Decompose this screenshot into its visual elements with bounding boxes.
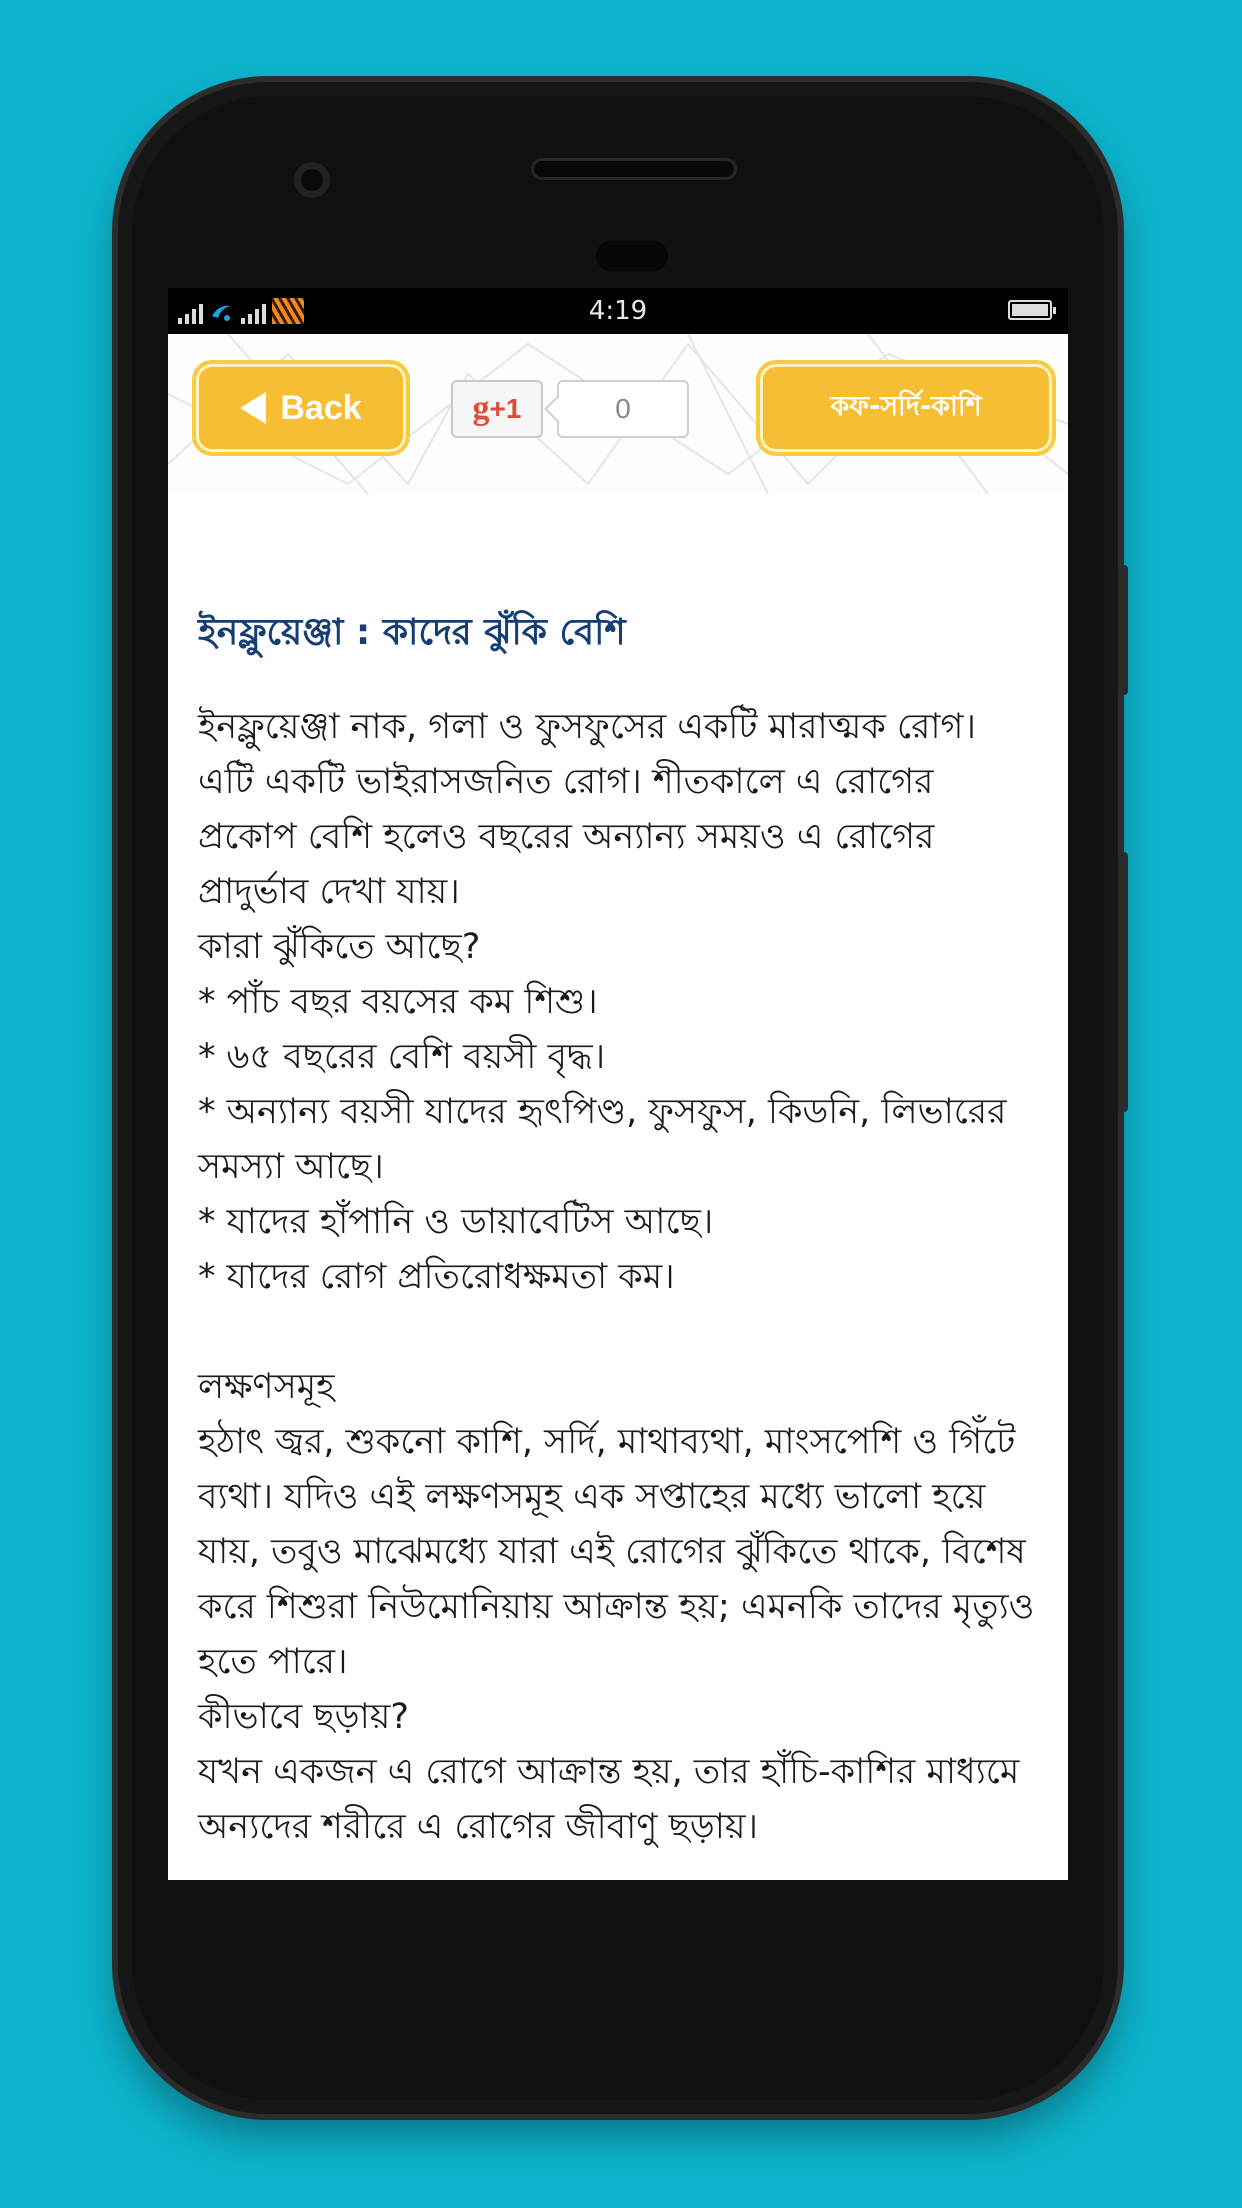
app-header xyxy=(168,334,1068,494)
article-title: ইনফ্লুয়েঞ্জা : কাদের ঝুঁকি বেশি xyxy=(198,612,626,653)
back-button-label: Back xyxy=(280,388,362,427)
proximity-sensor xyxy=(596,241,668,271)
list-item: * পাঁচ বছর বয়সের কম শিশু। xyxy=(198,982,598,1022)
heading-spread: কীভাবে ছড়ায়? xyxy=(198,1697,409,1737)
paragraph-intro: ইনফ্লুয়েঞ্জা নাক, গলা ও ফুসফুসের একটি মারাত্মক রোগ। এটি একটি ভাইরাসজনিত রোগ। শীতকালে এ রোগের প্রকোপ বেশি হলেও বছরের অন্যান্য সময়ও এ রোগের প্রাদুর্ভাব দেখা যায়। xyxy=(198,707,976,912)
earpiece-speaker xyxy=(534,161,734,177)
list-item: * ৬৫ বছরের বেশি বয়সী বৃদ্ধ। xyxy=(198,1037,606,1077)
heading-risk-groups: কারা ঝুঁকিতে আছে? xyxy=(198,927,481,967)
paragraph-spacer xyxy=(198,1305,1038,1360)
category-button[interactable]: কফ-সর্দি-কাশি xyxy=(756,360,1056,456)
paragraph-spread: যখন একজন এ রোগে আক্রান্ত হয়, তার হাঁচি-কাশির মাধ্যমে অন্যদের শরীরে এ রোগের জীবাণু ছড়ায়। xyxy=(198,1752,1020,1847)
plus-one-text: +1 xyxy=(489,393,522,424)
back-button[interactable] xyxy=(192,360,410,456)
battery-icon xyxy=(1008,300,1052,320)
status-bar xyxy=(168,288,1068,334)
article-content xyxy=(198,608,1038,1855)
google-plus-icon: g xyxy=(472,390,490,427)
back-arrow-icon xyxy=(240,392,266,424)
list-item: * যাদের হাঁপানি ও ডায়াবেটিস আছে। xyxy=(198,1202,714,1242)
status-time: 4:19 xyxy=(588,296,648,326)
app-screen xyxy=(168,288,1068,1880)
list-item: * যাদের রোগ প্রতিরোধক্ষমতা কম। xyxy=(198,1257,675,1297)
heading-symptoms: লক্ষণসমূহ xyxy=(198,1367,335,1407)
volume-button xyxy=(1118,852,1128,1112)
paragraph-symptoms: হঠাৎ জ্বর, শুকনো কাশি, সর্দি, মাথাব্যথা, মাংসপেশি ও গিঁটে ব্যথা। যদিও এই লক্ষণসমূহ এক সপ্তাহের মধ্যে ভালো হয়ে যায়, তবুও মাঝেমধ্যে যারা এই রোগের ঝুঁকিতে থাকে, বিশেষ করে শিশুরা নিউমোনিয়ায় আক্রান্ত হয়; এমনকি তাদের মৃত্যুও হতে পারে। xyxy=(198,1422,1035,1682)
list-item: * অন্যান্য বয়সী যাদের হৃৎপিণ্ড, ফুসফুস, কিডনি, লিভারের সমস্যা আছে। xyxy=(198,1092,1007,1187)
article-body xyxy=(198,700,1038,1855)
google-plus-one-button[interactable] xyxy=(451,380,543,438)
power-button xyxy=(1118,565,1128,695)
plus-one-count: 0 xyxy=(557,380,689,438)
front-camera xyxy=(294,162,330,198)
